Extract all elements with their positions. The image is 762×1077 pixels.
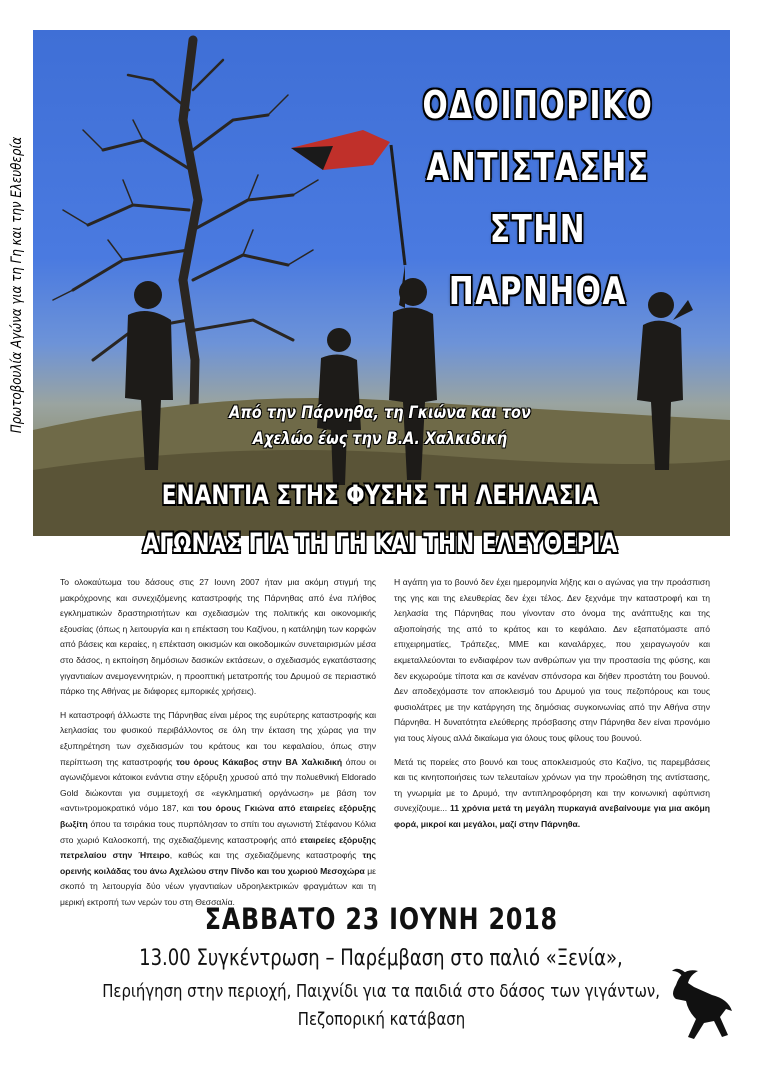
subtitle-line-2: Αχελώο έως την Β.Α. Χαλκιδική <box>252 429 508 449</box>
side-text-label: Πρωτοβουλία Αγώνα για τη Γη και την Ελευθερία <box>9 136 25 434</box>
side-organization-text <box>4 136 30 535</box>
column-right <box>394 575 710 895</box>
header-photo <box>33 30 730 536</box>
title-line-2: ΑΝΤΙΣΤΑΣΗΣ <box>426 145 650 189</box>
paragraph-3: Η αγάπη για το βουνό δεν έχει ημερομηνία λήξης και ο αγώνας για την προάσπιση της γης και της ελευθερίας δεν έχει τέλος. Δεν ξεχνάμε την καταστροφή και τη λεηλασία της Πάρνηθας που γίνονταν στο όνομα της ανάπτυξης και της αξιοποίησής της από το κράτος και το κεφάλαιο. Δεν εξαπατόμαστε από επιχειρηματίες, Τράπεζες, ΜΜΕ και καναλάρχες, που χειραγωγούν και εκμεταλλεύονται το ενδιαφέρον των ανθρώπων για την προστασία της φύσης, και δεν εκχωρούμε τίποτα και σε κανέναν σπόνσορα και δήθεν προστάτη του βουνού. Δεν αποδεχόμαστε τον αποκλεισμό του Δρυμού για τους πεζοπόρους και τους φυσιολάτρες με την κατάργηση της δημόσιας συγκοινωνίας από την Αθήνα στην Πάρνηθα. Η δυνατότητα ελεύθερης πρόσβασης στην Πάρνηθα δεν είναι προνόμιο για τους λίγους αλλά δικαίωμα για όλους τους φίλους του βουνού. <box>394 577 710 743</box>
paragraph-2: Η καταστροφή άλλωστε της Πάρνηθας είναι μέρος της ευρύτερης καταστροφής και λεηλασίας του φυσικού περιβάλλοντος σε όλη την έκταση της χώρας για την εξυπηρέτηση των σχεδιασμών του κράτους και του κεφαλαίου, όπως στην περίπτωση της καταστροφής του όρους Κάκαβος στην ΒΑ Χαλκιδική όπου οι αγωνιζόμενοι κάτοικοι ενάντια στην εξόρυξη χρυσού από την πολυεθνική Eldorado Gold διώκονται για συμμετοχή σε «εγκληματική οργάνωση» με βάση τον «αντι»τρομοκρατικό νόμο 187, και του όρους Γκιώνα από εταιρείες εξόρυξης βωξίτη όπου τα τσιράκια τους πυρπόλησαν το σπίτι του αγωνιστή Στέφανου Κόλια στο χωριό Καλοσκοπή, της σχεδιαζόμενης καταστροφής από εταιρείες εξόρυξης πετρελαίου στην Ήπειρο, καθώς και της σχεδιαζόμενης καταστροφής της ορεινής κοιλάδας του άνω Αχελώου στην Πίνδο και του χωριού Μεσοχώρα με σκοπό τη λειτουργία δύο νέων γιγαντιαίων υδροηλεκτρικών φραγμάτων και τη μερική εκτροπή των νερών του στη Θεσσαλία. <box>60 709 376 907</box>
subtitle <box>202 400 559 452</box>
subtitle-line-1: Από την Πάρνηθα, τη Γκιώνα και τον <box>229 403 531 423</box>
dead-tree <box>53 40 318 460</box>
goat-icon <box>668 965 738 1047</box>
poster-title <box>388 74 688 322</box>
slogan-line-2: ΑΓΩΝΑΣ ΓΙΑ ΤΗ ΓΗ ΚΑΙ ΤΗΝ ΕΛΕΥΘΕΡΙΑ <box>142 528 618 559</box>
column-left <box>60 575 376 907</box>
event-line-2: Περιήγηση στην περιοχή, Παιχνίδι για τα παιδιά στο δάσος των γιγάντων, <box>102 982 660 1002</box>
event-line-3: Πεζοπορική κατάβαση <box>297 1010 465 1030</box>
event-line-1: 13.00 Συγκέντρωση – Παρέμβαση στο παλιό «Ξενία», <box>139 946 623 971</box>
slogan-line-1: ΕΝΑΝΤΙΑ ΣΤΗΣ ΦΥΣΗΣ ΤΗ ΛΕΗΛΑΣΙΑ <box>161 480 599 511</box>
paragraph-1: Το ολοκαύτωμα του δάσους στις 27 Ιουνη 2007 ήταν μια ακόμη στιγμή της μακρόχρονης και συνεχιζόμενης καταστροφής της Πάρνηθας από ένα πλήθος εγκληματικών δραστηριοτήτων και σχεδιασμών της πολιτικής και οικονομικής εξουσίας (όπως η λειτουργία και η επέκταση του Καζίνου, η κατάληψη των κορφών από βάσεις και κεραίες, η επέκταση οικισμών και οικοδομικών συνεταιρισμών μέσα στο δάσος, η εκποίηση δημόσιων δασικών εκτάσεων, ο σχεδιασμός εγκατάστασης γιγαντιαίων ανεμογεννητριών, η προοπτική μετατροπής του Δρυμού σε περιαστικό πάρκο της Αθήνας με διάφορες εμπορικές χρήσεις). <box>60 577 376 697</box>
paragraph-4: Μετά τις πορείες στο βουνό και τους αποκλεισμούς στο Καζίνο, τις παρεμβάσεις και τις κινητοποιήσεις των τελευταίων χρόνων για την προώθηση της αντίστασης, τη γνωριμία με το Δρυμό, την αντιπληροφόρηση και την κοινωνική αφύπνιση συνεχίζουμε... 11 χρόνια μετά τη μεγάλη πυρκαγιά ανεβαίνουμε για μια ακόμη φορά, μικροί και μεγάλοι, μαζί στην Πάρνηθα. <box>394 756 711 829</box>
event-date: ΣΑΒΒΑΤΟ 23 ΙΟΥΝΗ 2018 <box>204 902 558 936</box>
title-line-1: ΟΔΟΙΠΟΡΙΚΟ <box>422 83 654 127</box>
title-line-3: ΣΤΗΝ ΠΑΡΝΗΘΑ <box>448 207 628 313</box>
body-columns <box>60 575 711 907</box>
